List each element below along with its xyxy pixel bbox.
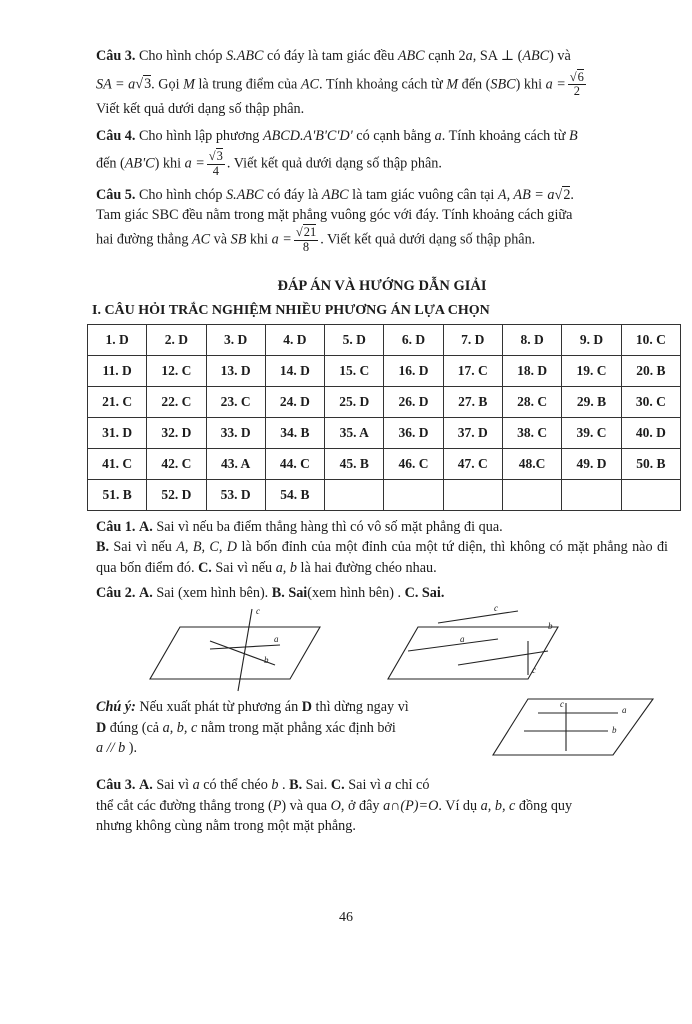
answer-cell: 31. D (88, 417, 147, 448)
answer-cell: 50. B (621, 448, 680, 479)
note-block (96, 697, 668, 775)
text: đồng quy (515, 797, 573, 814)
table-row (88, 448, 681, 479)
answer-cell: 51. B (88, 479, 147, 510)
option-label: A. (138, 518, 153, 535)
fraction (568, 71, 586, 100)
answer-cell: 5. D (325, 324, 384, 355)
answer-cell: 11. D (88, 355, 147, 386)
answer-cell: 47. C (443, 448, 502, 479)
answer-table (87, 324, 681, 511)
answer-cell: 54. B (265, 479, 324, 510)
text: . Tính khoảng cách từ (319, 76, 447, 93)
math: P (272, 797, 282, 814)
label-a: a (460, 634, 465, 645)
answer-cell: 27. B (443, 386, 502, 417)
text: hai đường thẳng (96, 231, 192, 248)
math: O (330, 797, 341, 814)
figure-middle (378, 605, 578, 693)
answer-cell: 14. D (265, 355, 324, 386)
text: . Tính khoảng cách từ (441, 127, 569, 144)
line-a (408, 639, 498, 651)
math: S.ABC (226, 186, 264, 203)
solution-1 (96, 517, 668, 579)
math: a, b (275, 559, 297, 576)
text: Cho hình lập phương (135, 127, 263, 144)
math: AC (191, 231, 211, 248)
table-row (88, 386, 681, 417)
table-row (88, 355, 681, 386)
text: Sai vì nếu (109, 539, 177, 556)
math: a, b, c (162, 719, 198, 736)
text: là tam giác vuông cân tại (348, 186, 498, 203)
text: , SA ⊥ ( (472, 48, 523, 64)
math: b (271, 777, 279, 794)
fraction-denominator: 8 (302, 239, 310, 254)
math: M (446, 76, 459, 93)
answer-cell (384, 479, 443, 510)
label-b: b (548, 621, 553, 632)
answer-cell: 1. D (88, 324, 147, 355)
text: . Gọi (151, 76, 184, 93)
question-5 (96, 185, 668, 255)
math: 3 (144, 76, 152, 93)
label-b: b (264, 655, 269, 666)
label-a: a (274, 634, 279, 645)
math: ABC (321, 186, 349, 203)
math: B (568, 127, 578, 144)
text: có cạnh bằng (352, 127, 435, 144)
page-number: 46 (339, 910, 353, 925)
fraction-numerator: 6 (577, 69, 584, 84)
answer-cell: 39. C (562, 417, 621, 448)
text: Cho hình chóp (135, 186, 227, 203)
text: chỉ có (391, 777, 430, 794)
answer-cell: 18. D (502, 355, 562, 386)
text: nhưng không cùng nằm trong một mặt phẳng. (96, 818, 356, 835)
part-title: I. CÂU HỎI TRẮC NGHIỆM NHIỀU PHƯƠNG ÁN LỰA CHỌN (92, 303, 490, 319)
question-label: Câu 5. (96, 186, 136, 203)
text: có đáy là (263, 186, 322, 203)
sqrt-symbol (135, 76, 143, 92)
label-c: c (560, 699, 564, 710)
math: ABCD.A'B'C'D' (262, 127, 353, 144)
text: thì dừng ngay vì (311, 699, 409, 716)
text: ) và qua (281, 797, 331, 814)
label-c: c (494, 605, 498, 614)
text: . Viết kết quả dưới dạng số thập phân. (320, 231, 536, 248)
math: A, B, C, D (176, 539, 238, 556)
answer-cell: 30. C (621, 386, 680, 417)
text: Sai vì (152, 777, 193, 794)
figure-left (140, 605, 350, 693)
sqrt-symbol (209, 149, 216, 163)
answer-cell: 46. C (384, 448, 443, 479)
answer-cell: 41. C (88, 448, 147, 479)
fraction (207, 150, 225, 179)
label-b: b (612, 725, 617, 736)
line-b (458, 651, 548, 665)
plane-shape (493, 699, 653, 755)
answer-cell (562, 479, 621, 510)
math: M (183, 76, 195, 93)
table-row (88, 479, 681, 510)
option-label: A. (138, 777, 153, 794)
answer-cell: 3. D (206, 324, 265, 355)
answer-cell: 12. C (147, 355, 206, 386)
answer-cell: 17. C (443, 355, 502, 386)
solution-label: Câu 2. (96, 584, 136, 601)
note-label: Chú ý: (96, 699, 136, 716)
math: a // b (96, 740, 126, 757)
option-label: B. (289, 777, 303, 794)
answer-cell: 42. C (147, 448, 206, 479)
answer-cell: 16. D (384, 355, 443, 386)
sqrt-symbol (296, 225, 303, 239)
answer-cell: 38. C (502, 417, 562, 448)
answer-cell: 25. D (325, 386, 384, 417)
answer-cell (502, 479, 562, 510)
table-row (88, 324, 681, 355)
fraction-numerator: 21 (303, 224, 317, 239)
text: đến ( (96, 155, 125, 172)
solution-label: Câu 3. (96, 777, 136, 794)
fraction (294, 226, 318, 255)
text: . (570, 186, 574, 203)
text: (xem hình bên) . (307, 584, 405, 601)
answer-cell: 35. A (325, 417, 384, 448)
text: là trung điểm của (194, 76, 301, 93)
math: SBC (490, 76, 516, 93)
answer-cell: 24. D (265, 386, 324, 417)
answer-cell: 53. D (206, 479, 265, 510)
text: . Ví dụ (438, 797, 481, 814)
figure-right (488, 693, 658, 763)
answer-cell: 7. D (443, 324, 502, 355)
answer-cell: 34. B (265, 417, 324, 448)
math: a = (184, 155, 205, 172)
math: a (434, 127, 442, 144)
math: S.ABC (226, 48, 264, 64)
answer-cell: 48.C (502, 448, 562, 479)
math: a = (271, 231, 292, 248)
answer-cell: 22. C (147, 386, 206, 417)
option-label: A. (138, 584, 153, 601)
math: a (465, 48, 473, 64)
text: và (210, 231, 231, 248)
answer-cell: 23. C (206, 386, 265, 417)
question-label: Câu 3. (96, 48, 136, 64)
math: AB'C (124, 155, 155, 172)
answer-cell: 44. C (265, 448, 324, 479)
math: AB = a (510, 186, 555, 203)
text: là hai đường chéo nhau. (296, 559, 437, 576)
math: A, (497, 186, 511, 203)
label-a: a (622, 705, 627, 716)
answer-cell: 10. C (621, 324, 680, 355)
option-label: C. (330, 777, 345, 794)
label-c: c (256, 606, 260, 617)
answer-cell: 52. D (147, 479, 206, 510)
option-label: D (301, 699, 312, 716)
text: ) và (549, 48, 571, 64)
answer-cell: 9. D (562, 324, 621, 355)
math: 2 (563, 186, 571, 203)
answer-cell: 37. D (443, 417, 502, 448)
text: Sai vì (344, 777, 385, 794)
answer-cell (325, 479, 384, 510)
text: . Viết kết quả dưới dạng số thập phân. (226, 155, 442, 172)
math: AC (300, 76, 320, 93)
text: đến ( (458, 76, 491, 93)
text: khi (246, 231, 272, 248)
answer-cell: 49. D (562, 448, 621, 479)
text: . (278, 777, 290, 794)
text: Sai vì nếu ba điểm thẳng hàng thì có vô số mặt phẳng đi qua. (152, 518, 503, 535)
text: Tam giác SBC đều nằm trong mặt phẳng vuông góc với đáy. Tính khoảng cách giữa (96, 207, 573, 224)
text: có đáy là tam giác đều (263, 48, 398, 64)
text: Cho hình chóp (135, 48, 227, 64)
math: ABC (397, 48, 425, 64)
math: a∩(P)=O (383, 797, 439, 814)
answer-cell: 26. D (384, 386, 443, 417)
question-4 (96, 126, 668, 179)
text: thể cắt các đường thẳng trong ( (96, 797, 273, 814)
text: Sai vì nếu (211, 559, 276, 576)
answer-cell: 20. B (621, 355, 680, 386)
answer-cell: 32. D (147, 417, 206, 448)
answer-cell: 8. D (502, 324, 562, 355)
answer-cell: 28. C (502, 386, 562, 417)
text: ). (125, 740, 137, 757)
math: SB (230, 231, 247, 248)
answer-cell: 45. B (325, 448, 384, 479)
answer-cell: 2. D (147, 324, 206, 355)
answer-cell: 33. D (206, 417, 265, 448)
text: Sai. (302, 777, 331, 794)
plane-shape (150, 627, 320, 679)
answer-cell (621, 479, 680, 510)
math: a = (545, 76, 566, 93)
fraction-denominator: 4 (212, 164, 219, 179)
solution-3 (96, 775, 668, 837)
answer-cell (443, 479, 502, 510)
answer-cell: 36. D (384, 417, 443, 448)
text: có thể chéo (199, 777, 272, 794)
option-label: C. (198, 559, 212, 576)
label-c2: c (532, 665, 536, 676)
answer-cell: 13. D (206, 355, 265, 386)
text: đúng (cả (106, 719, 163, 736)
question-label: Câu 4. (96, 127, 136, 144)
answer-cell: 29. B (562, 386, 621, 417)
sqrt-symbol (570, 70, 577, 84)
solution-label: Câu 1. (96, 518, 136, 535)
text: nằm trong mặt phẳng xác định bởi (197, 719, 396, 736)
text: là bốn đỉnh của một đỉnh của một tứ diện, thì không có mặt phẳng nào đi qua bốn điểm đó. (96, 539, 668, 576)
page-content (92, 46, 668, 837)
text: Viết kết quả dưới dạng số thập phân. (96, 101, 305, 118)
text: , ở đây (340, 797, 384, 814)
option-label: B. Sai (271, 584, 308, 601)
table-row (88, 417, 681, 448)
answer-cell: 43. A (206, 448, 265, 479)
figures-row (96, 605, 668, 693)
line-c (438, 611, 518, 623)
fraction-denominator: 2 (573, 84, 580, 99)
answer-cell: 40. D (621, 417, 680, 448)
solution-2 (96, 583, 668, 604)
text: ) khi (154, 155, 185, 172)
math: ABC (522, 48, 550, 64)
text: cạnh 2 (424, 48, 466, 64)
text: ) khi (515, 76, 546, 93)
text: Nếu xuất phát từ phương án (135, 699, 302, 716)
option-label: B. (96, 539, 110, 556)
option-label: C. Sai. (404, 584, 445, 601)
math: SA = a (96, 76, 136, 93)
option-label: D (96, 719, 107, 736)
answer-cell: 21. C (88, 386, 147, 417)
answer-cell: 6. D (384, 324, 443, 355)
math: a, b, c (480, 797, 516, 814)
question-3 (96, 46, 668, 120)
answer-cell: 15. C (325, 355, 384, 386)
math: a (384, 777, 392, 794)
fraction-numerator: 3 (216, 149, 223, 164)
section-title: ĐÁP ÁN VÀ HƯỚNG DẪN GIẢI (277, 278, 487, 295)
math: a (192, 777, 200, 794)
answer-cell: 4. D (265, 324, 324, 355)
text: Sai (xem hình bên). (152, 584, 272, 601)
answer-cell: 19. C (562, 355, 621, 386)
